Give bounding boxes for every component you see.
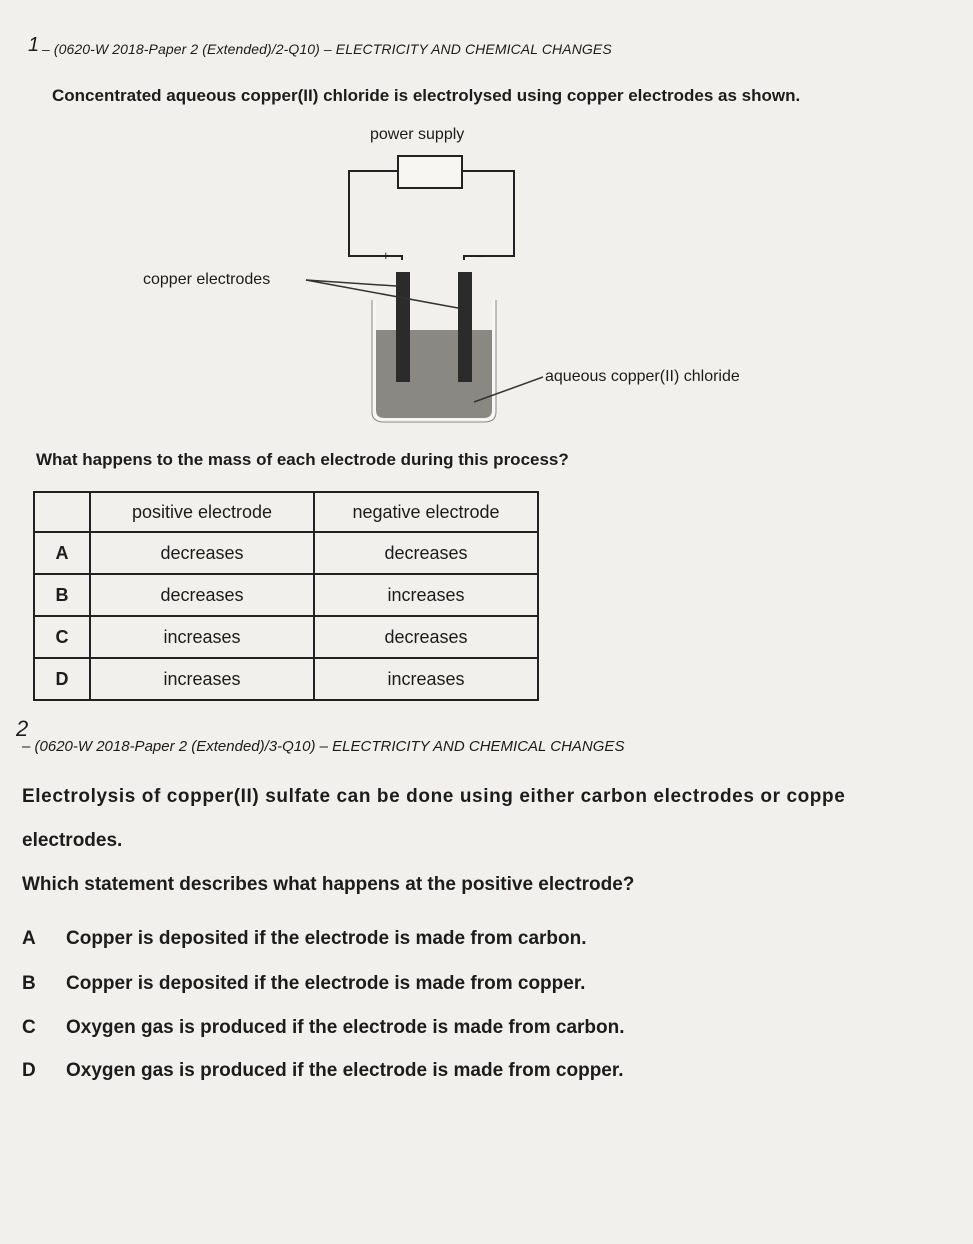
answer-table xyxy=(33,491,539,701)
option-letter: D xyxy=(22,1060,36,1081)
negative-cell: increases xyxy=(314,574,538,616)
plus-sign: + xyxy=(382,248,390,263)
option-a[interactable] xyxy=(22,928,587,950)
power-supply-label: power supply xyxy=(370,126,465,143)
table-row[interactable] xyxy=(34,532,538,574)
option-letter: A xyxy=(34,532,90,574)
option-text: Oxygen gas is produced if the electrode is made from copper. xyxy=(66,1060,624,1081)
option-text: Oxygen gas is produced if the electrode is made from carbon. xyxy=(66,1017,625,1038)
electrolysis-diagram xyxy=(0,0,973,440)
question-2-text: Which statement describes what happens at the positive electrode? xyxy=(22,874,635,895)
option-letter: D xyxy=(34,658,90,700)
option-letter: C xyxy=(34,616,90,658)
question-number-2: 2 xyxy=(16,716,29,741)
question-2-intro-line1: Electrolysis of copper(II) sulfate can be done using either carbon electrodes or coppe xyxy=(22,786,846,807)
option-letter: A xyxy=(22,928,36,949)
option-c[interactable] xyxy=(22,1017,625,1039)
question-2-header: – (0620-W 2018-Paper 2 (Extended)/3-Q10) – ELECTRICITY AND CHEMICAL CHANGES xyxy=(22,738,625,755)
option-text: Copper is deposited if the electrode is made from copper. xyxy=(66,973,586,994)
option-text: Copper is deposited if the electrode is made from carbon. xyxy=(66,928,587,949)
positive-cell: increases xyxy=(90,658,314,700)
question-number-1: 1 xyxy=(28,34,40,56)
power-supply-box xyxy=(398,156,462,188)
question-2-intro-line2: electrodes. xyxy=(22,830,123,851)
question-1-text: What happens to the mass of each electrode during this process? xyxy=(36,450,569,469)
copper-electrodes-label: copper electrodes xyxy=(143,271,271,288)
table-row[interactable] xyxy=(34,658,538,700)
option-letter: B xyxy=(22,973,36,994)
minus-sign: – xyxy=(476,248,484,263)
positive-electrode xyxy=(396,272,410,382)
beaker-solution xyxy=(374,330,494,420)
table-row[interactable] xyxy=(34,616,538,658)
table-header-row xyxy=(34,492,538,532)
table-row[interactable] xyxy=(34,574,538,616)
negative-electrode xyxy=(458,272,472,382)
negative-cell: increases xyxy=(314,658,538,700)
table-header-negative: negative electrode xyxy=(314,492,538,532)
option-d[interactable] xyxy=(22,1060,624,1082)
positive-cell: increases xyxy=(90,616,314,658)
option-letter: C xyxy=(22,1017,36,1038)
table-header-empty xyxy=(34,492,90,532)
positive-cell: decreases xyxy=(90,532,314,574)
question-1-header: – (0620-W 2018-Paper 2 (Extended)/2-Q10) – ELECTRICITY AND CHEMICAL CHANGES xyxy=(42,41,612,57)
positive-cell: decreases xyxy=(90,574,314,616)
option-b[interactable] xyxy=(22,973,585,995)
table-header-positive: positive electrode xyxy=(90,492,314,532)
question-1-intro: Concentrated aqueous copper(II) chloride is electrolysed using copper electrodes as shown. xyxy=(52,86,801,105)
option-letter: B xyxy=(34,574,90,616)
negative-cell: decreases xyxy=(314,532,538,574)
negative-cell: decreases xyxy=(314,616,538,658)
solution-label: aqueous copper(II) chloride xyxy=(545,368,740,385)
